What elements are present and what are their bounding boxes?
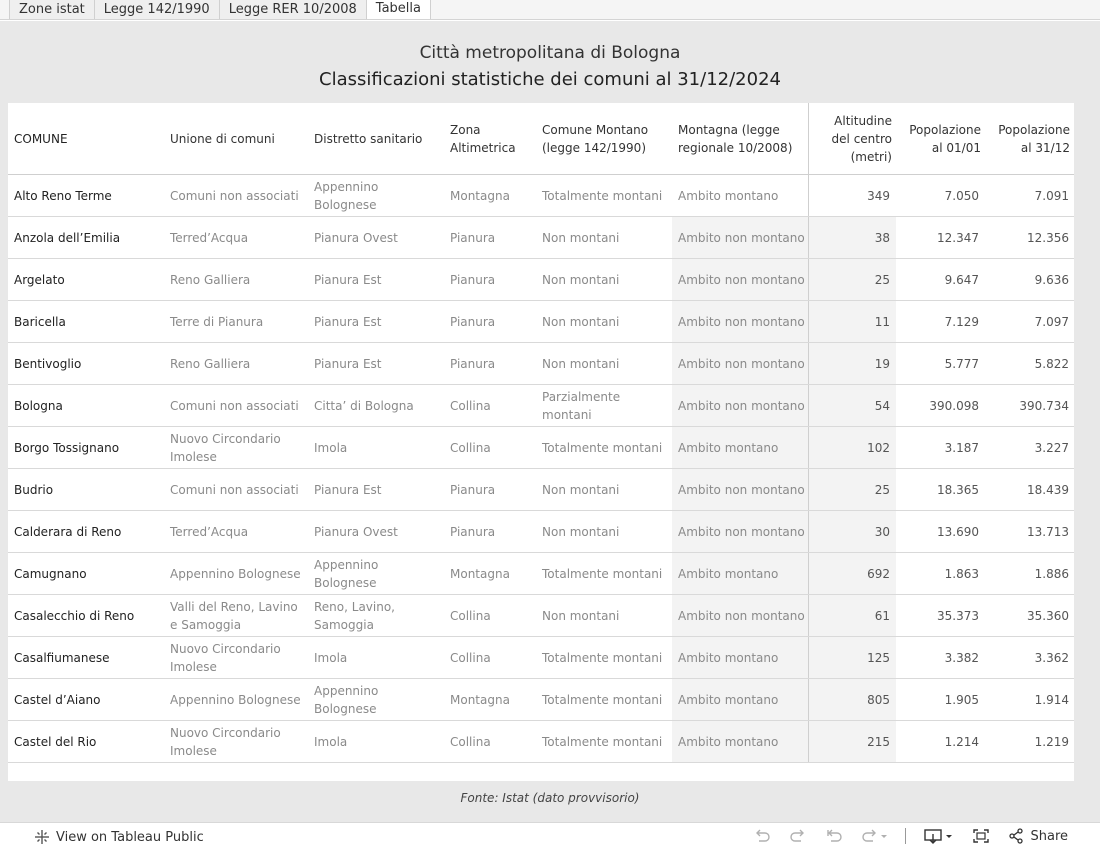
table-cell: Ambito non montano [672, 343, 808, 384]
table-cell: Casalecchio di Reno [14, 608, 135, 623]
table-cell: 30 [808, 511, 896, 552]
table-cell: Totalmente montani [542, 566, 663, 581]
table-cell: Totalmente montani [542, 650, 663, 665]
table-cell: Citta’ di Bologna [314, 398, 414, 413]
table-cell: Calderara di Reno [14, 524, 122, 539]
source-note: Fonte: Istat (dato provvisorio) [460, 791, 640, 805]
tab-legge-rer-10-2008[interactable]: Legge RER 10/2008 [219, 0, 367, 19]
table-cell: Nuovo Circondario Imolese [170, 641, 281, 674]
table-cell: Montagna [450, 566, 510, 581]
tab-zone-istat[interactable]: Zone istat [9, 0, 95, 19]
table-cell: Reno Galliera [170, 356, 251, 371]
table-cell: Anzola dell’Emilia [14, 230, 121, 245]
table-cell: Non montani [542, 314, 620, 329]
column-header[interactable] [536, 103, 672, 174]
table-cell: Nuovo Circondario Imolese [170, 725, 281, 758]
table-cell: 35.373 [937, 608, 979, 623]
table-grid [8, 103, 1074, 763]
column-header[interactable] [896, 103, 985, 174]
column-header[interactable] [164, 103, 308, 174]
table-cell: Nuovo Circondario Imolese [170, 431, 281, 464]
download-button[interactable] [924, 828, 954, 844]
column-header-label: Popolazione al 01/01 [909, 122, 981, 155]
share-label: Share [1030, 828, 1068, 844]
table-cell: 7.129 [944, 314, 979, 329]
table-cell: Ambito non montano [672, 595, 808, 636]
table-cell: Imola [314, 440, 348, 455]
page-subtitle: Classificazioni statistiche dei comuni al 31/12/2024 [319, 69, 781, 90]
table-cell: 12.347 [937, 230, 979, 245]
page-title: Città metropolitana di Bologna [419, 43, 681, 63]
table-cell: Imola [314, 734, 348, 749]
table-cell: Collina [450, 608, 491, 623]
table-cell: 54 [808, 385, 896, 426]
table-cell: Ambito non montano [672, 259, 808, 300]
table-cell: Ambito montano [672, 637, 808, 678]
table-cell: 3.227 [1034, 440, 1069, 455]
table-cell: 1.886 [1034, 566, 1069, 581]
table-cell: 35.360 [1027, 608, 1069, 623]
table-cell: 12.356 [1027, 230, 1069, 245]
table-cell: Appennino Bolognese [170, 692, 301, 707]
table-cell: 25 [808, 469, 896, 510]
table-cell: 102 [808, 427, 896, 468]
table-cell: Castel d’Aiano [14, 692, 101, 707]
table-cell: Pianura [450, 230, 496, 245]
table-cell: Pianura Est [314, 356, 382, 371]
table-cell: 9.636 [1034, 272, 1069, 287]
column-header[interactable] [444, 103, 536, 174]
table-cell: 11 [808, 301, 896, 342]
table-cell: 125 [808, 637, 896, 678]
table-cell: 1.219 [1034, 734, 1069, 749]
table-cell: Terred’Acqua [170, 230, 249, 245]
column-header[interactable] [672, 103, 808, 174]
table-cell: Borgo Tossignano [14, 440, 120, 455]
table-cell: 38 [808, 217, 896, 258]
table-cell: 18.365 [937, 482, 979, 497]
table-cell: Ambito non montano [672, 469, 808, 510]
table-cell: Appennino Bolognese [314, 683, 379, 716]
revert-button[interactable] [825, 828, 843, 844]
revert-icon [825, 828, 843, 844]
table-cell: Non montani [542, 482, 620, 497]
table-cell: Non montani [542, 356, 620, 371]
table-cell: Totalmente montani [542, 440, 663, 455]
table-cell: 18.439 [1027, 482, 1069, 497]
table-cell: Pianura Est [314, 482, 382, 497]
table-cell: Terred’Acqua [170, 524, 249, 539]
table-cell: Non montani [542, 272, 620, 287]
table-cell: 390.734 [1019, 398, 1069, 413]
table-cell: Budrio [14, 482, 54, 497]
column-header-label: COMUNE [14, 131, 68, 146]
table-cell: Comuni non associati [170, 188, 299, 203]
table-cell: Valli del Reno, Lavino e Samoggia [170, 599, 298, 632]
table-cell: Pianura Ovest [314, 524, 398, 539]
table-cell: 1.214 [944, 734, 979, 749]
table-cell: Bentivoglio [14, 356, 82, 371]
table-cell: Pianura [450, 482, 496, 497]
table-cell: Baricella [14, 314, 66, 329]
view-on-tableau-label: View on Tableau Public [56, 829, 204, 845]
fullscreen-icon [972, 828, 990, 844]
table-cell: Totalmente montani [542, 734, 663, 749]
toolbar-separator [905, 828, 906, 844]
table-cell: Camugnano [14, 566, 87, 581]
table-cell: Castel del Rio [14, 734, 97, 749]
table-cell: Montagna [450, 692, 510, 707]
table-cell: 215 [808, 721, 896, 762]
table-row[interactable] [8, 595, 1074, 637]
table-cell: Comuni non associati [170, 398, 299, 413]
table-cell: Collina [450, 734, 491, 749]
column-header-label: Altitudine del centro (metri) [831, 113, 892, 164]
dashboard-area [0, 21, 1100, 822]
table-cell: Bologna [14, 398, 63, 413]
table-cell: 9.647 [944, 272, 979, 287]
table-cell: Comuni non associati [170, 482, 299, 497]
table-cell: 7.050 [944, 188, 979, 203]
table-cell: 25 [808, 259, 896, 300]
tab-strip [0, 0, 1100, 20]
table-cell: Reno Galliera [170, 272, 251, 287]
table-cell: 1.914 [1034, 692, 1069, 707]
table-cell: Pianura Est [314, 314, 382, 329]
table-cell: Terre di Pianura [170, 314, 264, 329]
table-row[interactable] [8, 511, 1074, 553]
table-cell: Ambito non montano [672, 511, 808, 552]
download-icon [924, 828, 954, 844]
table-cell: Argelato [14, 272, 65, 287]
column-header[interactable] [8, 103, 164, 174]
table-cell: 3.362 [1034, 650, 1069, 665]
table-row[interactable] [8, 469, 1074, 511]
table-cell: 390.098 [929, 398, 979, 413]
table-cell: Pianura Est [314, 272, 382, 287]
redo-button[interactable] [789, 828, 807, 844]
table-cell: Ambito non montano [672, 385, 808, 426]
tableau-logo-icon [34, 829, 50, 845]
column-header[interactable] [808, 103, 896, 174]
table-cell: 692 [808, 553, 896, 594]
table-cell: 3.187 [944, 440, 979, 455]
table-cell: 19 [808, 343, 896, 384]
table-cell: Appennino Bolognese [170, 566, 301, 581]
table-cell: 5.777 [944, 356, 979, 371]
table-cell: 1.905 [944, 692, 979, 707]
table-cell: Ambito montano [672, 721, 808, 762]
table-cell: Non montani [542, 608, 620, 623]
table-cell: 13.690 [937, 524, 979, 539]
table-cell: 7.091 [1034, 188, 1069, 203]
view-on-tableau-link[interactable] [34, 829, 204, 845]
table-cell: Ambito non montano [672, 217, 808, 258]
table-row[interactable] [8, 385, 1074, 427]
column-header-label: Unione di comuni [170, 131, 275, 146]
table-cell: Pianura [450, 524, 496, 539]
table-row[interactable] [8, 217, 1074, 259]
table-cell: Ambito montano [672, 175, 808, 216]
column-header[interactable] [985, 103, 1074, 174]
tab-tabella[interactable]: Tabella [366, 0, 431, 19]
table-cell: Non montani [542, 230, 620, 245]
table-cell: Reno, Lavino, Samoggia [314, 599, 395, 632]
column-header-label: Montagna (legge regionale 10/2008) [678, 122, 793, 155]
column-header-label: Zona Altimetrica [450, 122, 516, 155]
table-row[interactable] [8, 343, 1074, 385]
table-cell: Ambito montano [672, 679, 808, 720]
refresh-dropdown-icon [861, 828, 887, 844]
redo-icon [789, 828, 807, 844]
table-row[interactable] [8, 721, 1074, 763]
table-header-row [8, 103, 1074, 175]
table-row[interactable] [8, 637, 1074, 679]
table-cell: Ambito montano [672, 427, 808, 468]
table-row[interactable] [8, 301, 1074, 343]
undo-button[interactable] [753, 828, 771, 844]
table-cell: Pianura [450, 272, 496, 287]
table-cell: Pianura [450, 356, 496, 371]
column-header-label: Distretto sanitario [314, 131, 423, 146]
refresh-button[interactable] [861, 828, 887, 844]
table-cell: Casalfiumanese [14, 650, 110, 665]
table-cell: Alto Reno Terme [14, 188, 112, 203]
fullscreen-button[interactable] [972, 828, 990, 844]
table-row[interactable] [8, 259, 1074, 301]
table-cell: Collina [450, 398, 491, 413]
column-header-label: Popolazione al 31/12 [998, 122, 1070, 155]
table-cell: Montagna [450, 188, 510, 203]
table-cell: 5.822 [1034, 356, 1069, 371]
table-cell: Totalmente montani [542, 188, 663, 203]
table-row[interactable] [8, 175, 1074, 217]
table-row[interactable] [8, 427, 1074, 469]
table-cell: 7.097 [1034, 314, 1069, 329]
table-cell: Ambito montano [672, 553, 808, 594]
table-cell: Pianura Ovest [314, 230, 398, 245]
table-cell: Totalmente montani [542, 692, 663, 707]
tab-legge-142-1990[interactable]: Legge 142/1990 [94, 0, 220, 19]
column-header-label: Comune Montano (legge 142/1990) [542, 122, 649, 155]
undo-icon [753, 828, 771, 844]
table-cell: 13.713 [1027, 524, 1069, 539]
table-cell: Appennino Bolognese [314, 557, 379, 590]
share-icon [1008, 828, 1024, 844]
table-cell: Ambito non montano [672, 301, 808, 342]
table-cell: Collina [450, 650, 491, 665]
bottom-toolbar [0, 822, 1100, 850]
table-cell: 3.382 [944, 650, 979, 665]
table-row[interactable] [8, 679, 1074, 721]
table-cell: 805 [808, 679, 896, 720]
table-cell: 349 [808, 175, 896, 216]
table-cell: Pianura [450, 314, 496, 329]
table-cell: 61 [808, 595, 896, 636]
table-row[interactable] [8, 553, 1074, 595]
column-header[interactable] [308, 103, 444, 174]
table-cell: Parzialmente montani [542, 389, 621, 422]
table-cell: Collina [450, 440, 491, 455]
table-cell: Imola [314, 650, 348, 665]
data-table[interactable] [8, 103, 1074, 781]
table-cell: Appennino Bolognese [314, 179, 379, 212]
share-button[interactable] [1008, 828, 1068, 844]
table-cell: 1.863 [944, 566, 979, 581]
table-cell: Non montani [542, 524, 620, 539]
